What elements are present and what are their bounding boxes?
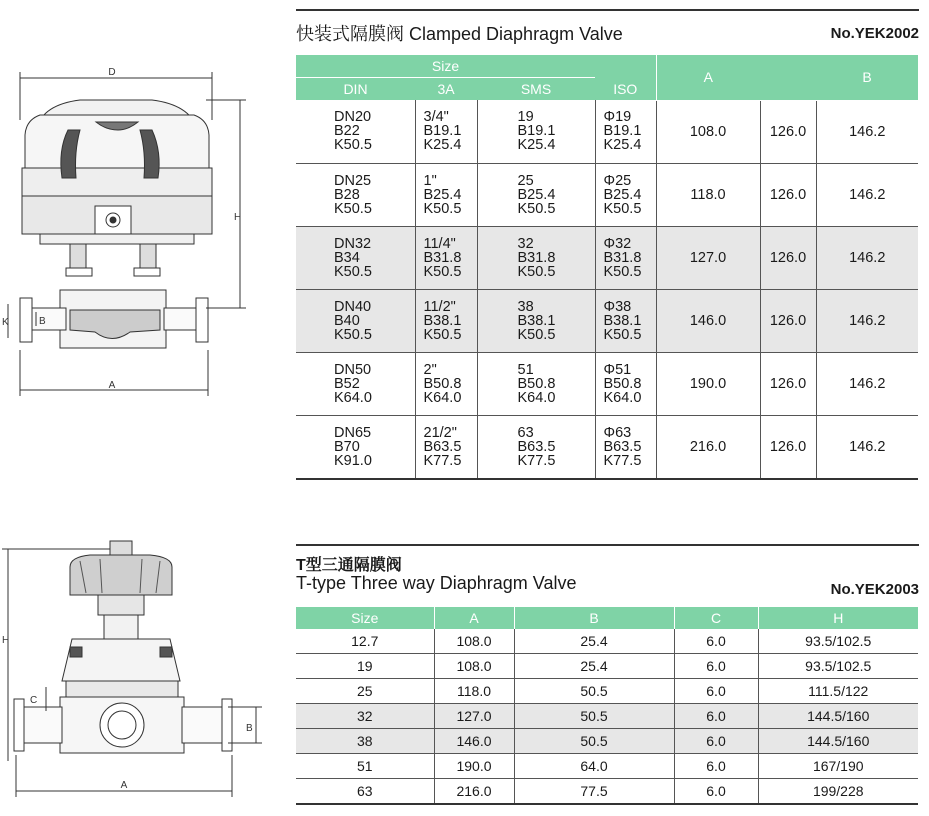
table-cell: 6.0 <box>674 629 758 654</box>
dim-b-label: B <box>246 723 253 734</box>
table-cell: 126.0 <box>760 163 816 226</box>
table-cell: 108.0 <box>656 100 760 163</box>
valve1-title: 快装式隔膜阀 Clamped Diaphragm Valve <box>296 24 623 44</box>
cell-line: K64.0 <box>334 389 372 406</box>
header-size: Size <box>296 55 595 78</box>
table-cell: 167/190 <box>758 754 918 779</box>
cell-line: K50.5 <box>517 200 556 217</box>
table-cell: 146.2 <box>816 289 918 352</box>
cell-line: Φ38 <box>603 298 632 315</box>
cell-line: K50.5 <box>603 326 642 343</box>
cell-line: 25 <box>517 172 534 189</box>
cell-line: DN32 <box>334 235 372 252</box>
cell-line: 51 <box>517 361 534 378</box>
table-cell <box>415 352 477 415</box>
table-cell: 77.5 <box>514 779 674 805</box>
cell-line: DN25 <box>334 172 372 189</box>
cell-line: DN20 <box>334 109 372 126</box>
cell-line: 11/4" <box>423 235 456 252</box>
table-cell <box>477 289 595 352</box>
table-cell: 12.7 <box>296 629 434 654</box>
cell-line: B38.1 <box>603 312 642 329</box>
cell-line: 1" <box>423 172 437 189</box>
table-row <box>296 352 918 415</box>
cell-line: K77.5 <box>517 452 556 469</box>
table-cell: 126.0 <box>760 100 816 163</box>
header-sms: SMS <box>477 78 595 101</box>
table-cell <box>477 226 595 289</box>
table-cell: 190.0 <box>656 352 760 415</box>
header-din: DIN <box>296 78 415 101</box>
valve1-model-no: No.YEK2002 <box>830 25 919 42</box>
table-cell: 93.5/102.5 <box>758 629 918 654</box>
table-cell <box>296 415 415 479</box>
table-cell: 199/228 <box>758 779 918 805</box>
valve2-title-cn: T型三通隔膜阀 <box>296 557 402 574</box>
cell-line: Φ51 <box>603 361 632 378</box>
cell-line: K50.5 <box>423 200 462 217</box>
dim-h-label: H <box>2 635 10 646</box>
table-cell: 126.0 <box>760 226 816 289</box>
table-cell: 25 <box>296 679 434 704</box>
cell-line: 21/2" <box>423 424 457 441</box>
header-b: B <box>514 607 674 629</box>
table-cell: 146.0 <box>656 289 760 352</box>
cell-line: K25.4 <box>423 137 462 154</box>
table-cell: 144.5/160 <box>758 729 918 754</box>
table-row <box>296 779 918 805</box>
cell-line: K25.4 <box>603 137 642 154</box>
table-cell: 50.5 <box>514 704 674 729</box>
table-cell <box>296 352 415 415</box>
dim-b-label: B <box>39 316 46 327</box>
cell-line: DN65 <box>334 424 372 441</box>
table-row <box>296 679 918 704</box>
cell-line: K50.5 <box>517 263 556 280</box>
table-cell: 25.4 <box>514 654 674 679</box>
cell-line: DN50 <box>334 361 372 378</box>
table-cell: 6.0 <box>674 679 758 704</box>
cell-line: B31.8 <box>423 249 462 266</box>
cell-line: DN40 <box>334 298 372 315</box>
dim-k-label: K <box>2 317 9 328</box>
table-cell <box>415 289 477 352</box>
table-cell: 32 <box>296 704 434 729</box>
cell-line: B38.1 <box>423 312 462 329</box>
cell-line: B50.8 <box>423 375 462 392</box>
table-cell: 6.0 <box>674 704 758 729</box>
table-row <box>296 289 918 352</box>
cell-line: 19 <box>517 109 534 126</box>
section1-top-rule <box>296 9 919 11</box>
cell-line: B63.5 <box>517 438 556 455</box>
table-cell <box>595 100 656 163</box>
table-cell <box>595 226 656 289</box>
cell-line: K50.5 <box>423 326 462 343</box>
cell-line: K77.5 <box>423 452 462 469</box>
table-row <box>296 654 918 679</box>
table-cell: 6.0 <box>674 779 758 805</box>
table-cell: 146.2 <box>816 415 918 479</box>
table-row <box>296 100 918 163</box>
cell-line: Φ19 <box>603 109 632 126</box>
header-h: H <box>758 607 918 629</box>
table-cell: 146.0 <box>434 729 514 754</box>
cell-line: B70 <box>334 438 360 455</box>
cell-line: K50.5 <box>334 263 372 280</box>
table-cell: 118.0 <box>656 163 760 226</box>
table-cell <box>296 163 415 226</box>
t-type-valve-drawing <box>0 535 270 805</box>
table-cell: 146.2 <box>816 163 918 226</box>
table-cell: 50.5 <box>514 729 674 754</box>
valve1-spec-table <box>296 55 918 480</box>
cell-line: B28 <box>334 186 360 203</box>
cell-line: B25.4 <box>517 186 556 203</box>
table-cell: 111.5/122 <box>758 679 918 704</box>
table-cell <box>595 352 656 415</box>
table-cell: 108.0 <box>434 654 514 679</box>
table-cell: 93.5/102.5 <box>758 654 918 679</box>
cell-line: B38.1 <box>517 312 556 329</box>
table-cell <box>296 100 415 163</box>
cell-line: 3/4" <box>423 109 449 126</box>
table-cell <box>296 226 415 289</box>
table-cell <box>477 415 595 479</box>
table-row <box>296 163 918 226</box>
table-cell: 6.0 <box>674 754 758 779</box>
table-cell: 126.0 <box>760 289 816 352</box>
table-cell: 6.0 <box>674 654 758 679</box>
table-cell: 144.5/160 <box>758 704 918 729</box>
table-row <box>296 754 918 779</box>
table-cell: 126.0 <box>760 415 816 479</box>
table-cell: 51 <box>296 754 434 779</box>
table-cell <box>296 289 415 352</box>
table-cell: 216.0 <box>434 779 514 805</box>
header-3a: 3A <box>415 78 477 101</box>
table-cell <box>477 163 595 226</box>
table-cell <box>415 163 477 226</box>
cell-line: K50.5 <box>603 263 642 280</box>
cell-line: Φ25 <box>603 172 632 189</box>
table-cell: 146.2 <box>816 100 918 163</box>
table-row <box>296 704 918 729</box>
table-cell: 64.0 <box>514 754 674 779</box>
table-row <box>296 226 918 289</box>
cell-line: B34 <box>334 249 360 266</box>
table-cell: 127.0 <box>434 704 514 729</box>
table-cell <box>415 415 477 479</box>
dim-c-label: C <box>30 695 38 706</box>
cell-line: B50.8 <box>603 375 642 392</box>
table-cell: 38 <box>296 729 434 754</box>
table-cell: 126.0 <box>760 352 816 415</box>
dim-a-label: A <box>108 380 116 391</box>
cell-line: 32 <box>517 235 534 252</box>
cell-line: 38 <box>517 298 534 315</box>
cell-line: K50.5 <box>334 326 372 343</box>
dim-d-label: D <box>108 67 116 78</box>
dim-a-label: A <box>120 780 128 791</box>
table-cell: 6.0 <box>674 729 758 754</box>
cell-line: B19.1 <box>603 123 642 140</box>
cell-line: B25.4 <box>423 186 462 203</box>
clamped-valve-drawing <box>0 60 270 400</box>
cell-line: K64.0 <box>423 389 462 406</box>
valve2-model-no: No.YEK2003 <box>830 581 919 598</box>
header-c: C <box>674 607 758 629</box>
header-b: B <box>816 55 918 100</box>
table-row <box>296 415 918 479</box>
table-cell: 63 <box>296 779 434 805</box>
table-cell <box>595 415 656 479</box>
header-a: A <box>434 607 514 629</box>
cell-line: K50.5 <box>334 200 372 217</box>
cell-line: B31.8 <box>517 249 556 266</box>
table-cell <box>595 289 656 352</box>
table-cell: 190.0 <box>434 754 514 779</box>
table-cell <box>595 163 656 226</box>
cell-line: 2" <box>423 361 437 378</box>
table-row <box>296 729 918 754</box>
cell-line: K25.4 <box>517 137 556 154</box>
table-cell: 127.0 <box>656 226 760 289</box>
table-cell: 146.2 <box>816 226 918 289</box>
table-cell <box>415 226 477 289</box>
cell-line: K64.0 <box>517 389 556 406</box>
cell-line: K50.5 <box>334 137 372 154</box>
cell-line: B25.4 <box>603 186 642 203</box>
cell-line: K50.5 <box>603 200 642 217</box>
table-cell: 118.0 <box>434 679 514 704</box>
table-cell: 146.2 <box>816 352 918 415</box>
cell-line: K50.5 <box>517 326 556 343</box>
cell-line: B63.5 <box>603 438 642 455</box>
valve2-spec-table <box>296 607 918 805</box>
cell-line: 11/2" <box>423 298 456 315</box>
table-cell: 50.5 <box>514 679 674 704</box>
cell-line: B31.8 <box>603 249 642 266</box>
table-cell: 108.0 <box>434 629 514 654</box>
cell-line: B19.1 <box>423 123 462 140</box>
cell-line: B63.5 <box>423 438 462 455</box>
cell-line: K77.5 <box>603 452 642 469</box>
table-row <box>296 629 918 654</box>
valve2-title-en: T-type Three way Diaphragm Valve <box>296 573 577 593</box>
cell-line: 63 <box>517 424 534 441</box>
table-cell <box>415 100 477 163</box>
header-size: Size <box>296 607 434 629</box>
table-cell <box>477 352 595 415</box>
cell-line: K91.0 <box>334 452 372 469</box>
table-cell <box>477 100 595 163</box>
table-cell: 19 <box>296 654 434 679</box>
cell-line: B22 <box>334 123 360 140</box>
cell-line: B52 <box>334 375 360 392</box>
cell-line: B40 <box>334 312 360 329</box>
cell-line: Φ32 <box>603 235 632 252</box>
table-cell: 216.0 <box>656 415 760 479</box>
header-iso: ISO <box>595 78 656 101</box>
table-cell: 25.4 <box>514 629 674 654</box>
cell-line: K64.0 <box>603 389 642 406</box>
cell-line: K50.5 <box>423 263 462 280</box>
header-a: A <box>656 55 760 100</box>
dim-h-label: H <box>234 212 242 223</box>
cell-line: Φ63 <box>603 424 632 441</box>
cell-line: B50.8 <box>517 375 556 392</box>
section2-top-rule <box>296 544 919 546</box>
cell-line: B19.1 <box>517 123 556 140</box>
